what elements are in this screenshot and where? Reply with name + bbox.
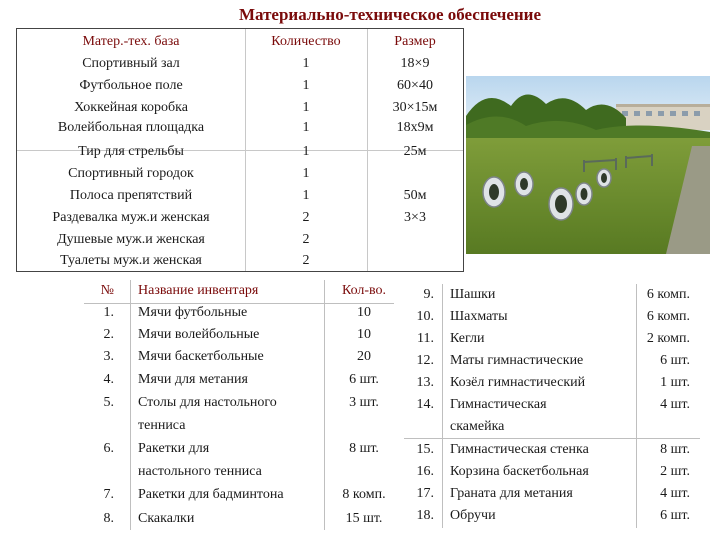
table-row xyxy=(17,229,463,251)
item-name: Гимнастическая xyxy=(450,397,547,412)
facilities-header-row xyxy=(17,31,463,53)
item-name: Ракетки для xyxy=(138,441,210,456)
item-name: Обручи xyxy=(450,508,496,523)
item-count: 2 шт. xyxy=(660,464,690,479)
facility-quantity: 1 xyxy=(302,78,310,93)
item-number: 12. xyxy=(416,353,434,368)
item-name: Граната для метания xyxy=(450,486,573,501)
facility-quantity: 1 xyxy=(302,56,310,71)
item-number: 11. xyxy=(417,331,434,346)
item-number: 2. xyxy=(103,327,114,342)
inventory-list-right xyxy=(404,284,700,532)
item-count: 6 шт. xyxy=(660,508,690,523)
item-name: Маты гимнастические xyxy=(450,353,584,368)
table-row xyxy=(17,250,463,272)
facility-quantity: 1 xyxy=(302,144,310,159)
item-name: Столы для настольного xyxy=(138,395,277,410)
item-count: 4 шт. xyxy=(660,486,690,501)
facility-size: 30×15м xyxy=(392,100,438,115)
item-number: 9. xyxy=(423,287,434,302)
item-count: 10 xyxy=(357,327,371,342)
item-count: 8 шт. xyxy=(660,442,690,457)
item-number: 4. xyxy=(103,372,114,387)
item-name: Скакалки xyxy=(138,511,195,526)
table-row xyxy=(17,141,463,163)
item-number: 16. xyxy=(416,464,434,479)
item-number: 18. xyxy=(416,508,434,523)
facility-name: Туалеты муж.и женская xyxy=(60,253,202,268)
item-number: 14. xyxy=(416,397,434,412)
table-row xyxy=(17,53,463,75)
facility-size: 60×40 xyxy=(397,78,433,93)
item-name: Ракетки для бадминтона xyxy=(138,487,284,502)
header-base: Матер.-тех. база xyxy=(82,34,180,49)
table-row xyxy=(17,185,463,207)
facility-size: 18×9 xyxy=(400,56,430,71)
table-row xyxy=(17,97,463,119)
item-name: Корзина баскетбольная xyxy=(450,464,589,479)
item-number: 7. xyxy=(103,487,114,502)
header-size: Размер xyxy=(394,34,436,49)
item-count: 6 комп. xyxy=(646,287,690,302)
facility-quantity: 1 xyxy=(302,120,310,135)
item-name: Мячи для метания xyxy=(138,372,248,387)
facility-quantity: 2 xyxy=(302,210,310,225)
facility-quantity: 1 xyxy=(302,188,310,203)
item-name: Шашки xyxy=(450,287,496,302)
header-number: № xyxy=(100,283,114,298)
facilities-table xyxy=(16,28,464,272)
header-quantity: Количество xyxy=(271,34,341,49)
item-name: Козёл гимнастический xyxy=(450,375,586,390)
item-count: 20 xyxy=(357,349,371,364)
item-name-continued: скамейка xyxy=(450,419,505,434)
item-number: 10. xyxy=(416,309,434,324)
facility-quantity: 2 xyxy=(302,232,310,247)
facility-size: 50м xyxy=(403,188,427,203)
facility-name: Спортивный городок xyxy=(68,166,194,181)
item-name: Гимнастическая стенка xyxy=(450,442,589,457)
facility-name: Хоккейная коробка xyxy=(74,100,188,115)
item-name: Шахматы xyxy=(450,309,508,324)
table-row xyxy=(17,207,463,229)
item-number: 6. xyxy=(103,441,114,456)
item-count: 1 шт. xyxy=(660,375,690,390)
item-count: 10 xyxy=(357,305,371,320)
facility-name: Футбольное поле xyxy=(79,78,183,93)
table-row xyxy=(17,117,463,139)
facility-name: Душевые муж.и женская xyxy=(57,232,205,247)
item-count: 3 шт. xyxy=(349,395,379,410)
item-name: Мячи футбольные xyxy=(138,305,248,320)
sports-ground-photo xyxy=(466,76,710,254)
facility-name: Спортивный зал xyxy=(82,56,180,71)
item-name: Мячи баскетбольные xyxy=(138,349,264,364)
item-count: 15 шт. xyxy=(345,511,383,526)
facility-quantity: 1 xyxy=(302,100,310,115)
facility-size: 3×3 xyxy=(404,210,426,225)
item-count: 4 шт. xyxy=(660,397,690,412)
header-count: Кол-во. xyxy=(341,283,387,298)
facility-quantity: 2 xyxy=(302,253,310,268)
item-number: 15. xyxy=(416,442,434,457)
item-name-continued: тенниса xyxy=(138,418,186,433)
item-count: 8 шт. xyxy=(349,441,379,456)
item-count: 2 комп. xyxy=(646,331,690,346)
table-row xyxy=(17,75,463,97)
item-count: 6 шт. xyxy=(349,372,379,387)
facility-name: Волейбольная площадка xyxy=(57,120,205,135)
facility-name: Раздевалка муж.и женская xyxy=(52,210,210,225)
item-count: 6 шт. xyxy=(660,353,690,368)
facility-name: Полоса препятствий xyxy=(69,188,193,203)
item-number: 3. xyxy=(103,349,114,364)
header-item-name: Название инвентаря xyxy=(138,283,259,298)
item-number: 17. xyxy=(416,486,434,501)
item-name: Мячи волейбольные xyxy=(138,327,260,342)
item-number: 8. xyxy=(103,511,114,526)
item-name: Кегли xyxy=(450,331,485,346)
facility-quantity: 1 xyxy=(302,166,310,181)
item-name-continued: настольного тенниса xyxy=(138,464,262,479)
table-row xyxy=(17,163,463,185)
item-number: 5. xyxy=(103,395,114,410)
page-title: Материально-техническое обеспечение xyxy=(238,5,542,24)
facility-size: 25м xyxy=(403,144,427,159)
inventory-list-left xyxy=(84,280,394,532)
facility-name: Тир для стрельбы xyxy=(78,144,184,159)
item-count: 8 комп. xyxy=(342,487,386,502)
item-number: 13. xyxy=(416,375,434,390)
item-number: 1. xyxy=(103,305,114,320)
item-count: 6 комп. xyxy=(646,309,690,324)
facility-size: 18х9м xyxy=(396,120,434,135)
